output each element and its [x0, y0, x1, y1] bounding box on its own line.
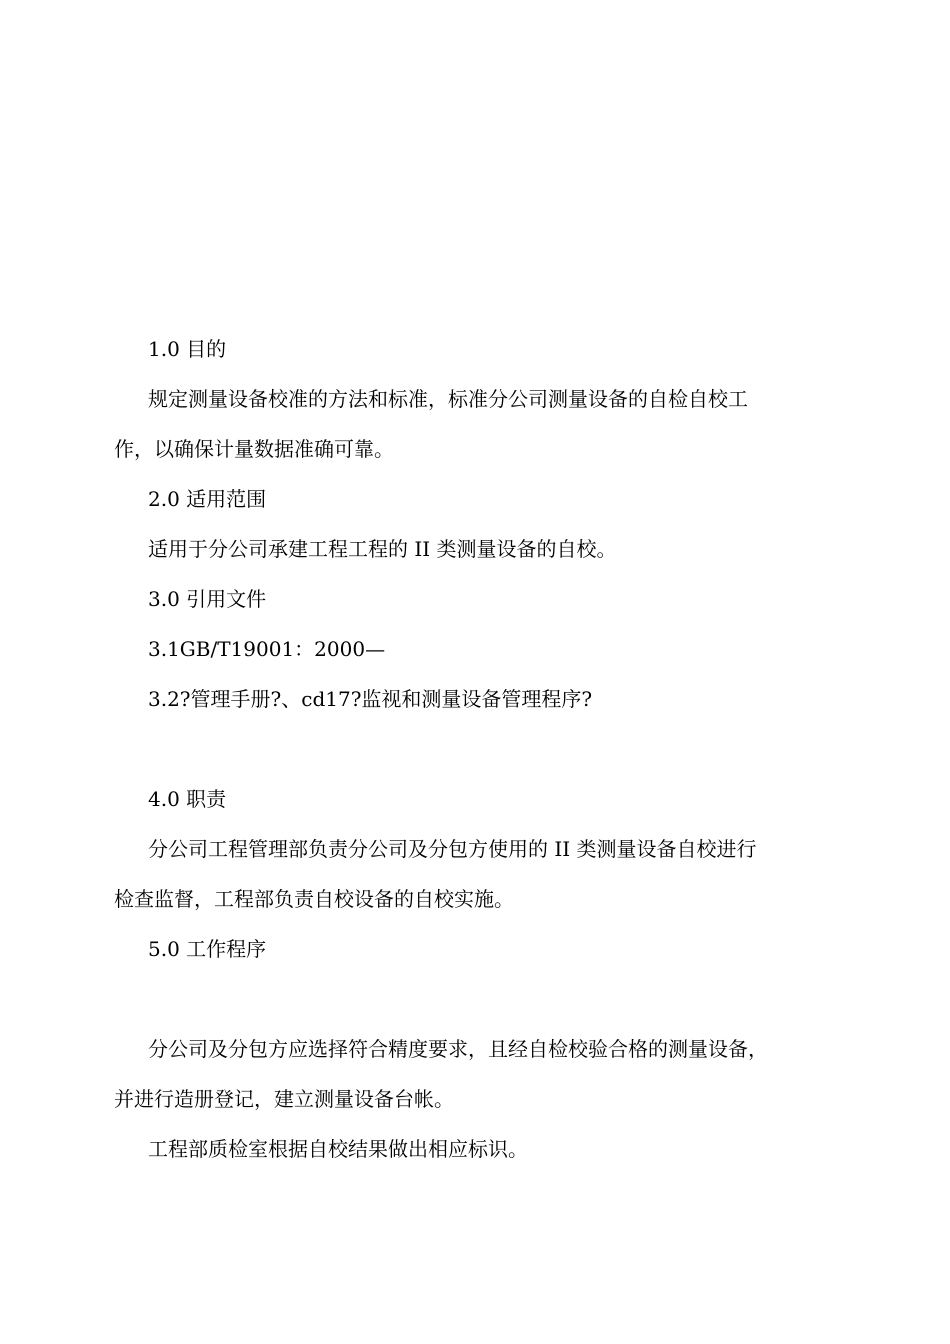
procedure-paragraph-1-line-1: 分公司及分包方应选择符合精度要求，且经自检校验合格的测量设备， — [148, 1037, 768, 1061]
reference-item-1: 3.1GB/T19001：2000— — [148, 637, 386, 661]
reference-item-2: 3.2?管理手册?、cd17?监视和测量设备管理程序? — [148, 687, 593, 711]
section-heading-scope: 2.0 适用范围 — [148, 487, 267, 511]
section-heading-purpose: 1.0 目的 — [148, 337, 227, 361]
purpose-paragraph-line-1: 规定测量设备校准的方法和标准，标准分公司测量设备的自检自校工 — [148, 387, 748, 411]
procedure-paragraph-1-line-2: 并进行造册登记，建立测量设备台帐。 — [114, 1087, 454, 1111]
document-body — [114, 324, 854, 1174]
procedure-paragraph-2: 工程部质检室根据自校结果做出相应标识。 — [148, 1137, 528, 1161]
section-heading-procedure: 5.0 工作程序 — [148, 937, 267, 961]
section-heading-reference: 3.0 引用文件 — [148, 587, 267, 611]
purpose-paragraph — [114, 374, 854, 474]
section-heading-duty: 4.0 职责 — [148, 787, 227, 811]
scope-paragraph: 适用于分公司承建工程工程的 II 类测量设备的自校。 — [148, 537, 617, 561]
blank-line — [114, 974, 854, 1024]
purpose-paragraph-line-2: 作，以确保计量数据准确可靠。 — [114, 437, 394, 461]
duty-paragraph-line-1: 分公司工程管理部负责分公司及分包方使用的 II 类测量设备自校进行 — [148, 837, 757, 861]
procedure-paragraph-1 — [114, 1024, 854, 1124]
blank-line — [114, 724, 854, 774]
duty-paragraph — [114, 824, 854, 924]
duty-paragraph-line-2: 检查监督，工程部负责自校设备的自校实施。 — [114, 887, 514, 911]
